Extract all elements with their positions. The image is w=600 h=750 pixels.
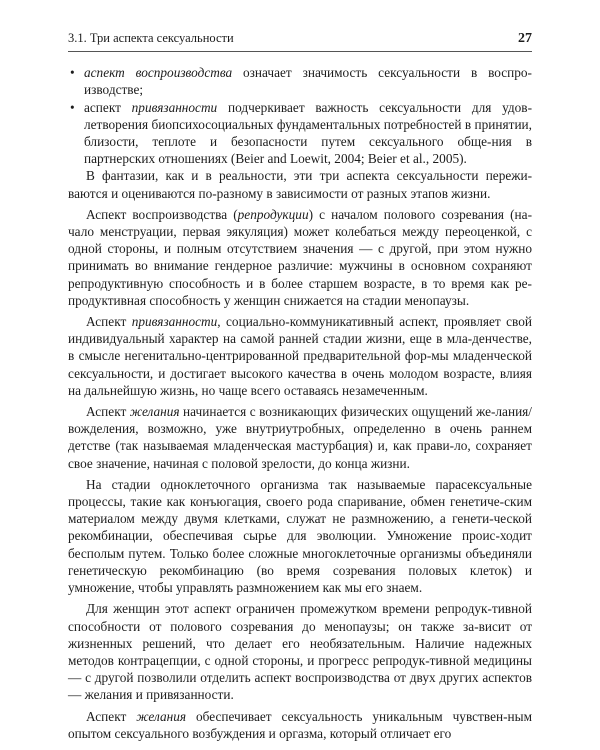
- text-run: , социально-коммуникативный аспект, проявляет свой индивидуальный характер на самой ранней стадии жизни, еще в мла-денчестве, в смысле негенитально-центрированной предварительной фор-мы младенческой сексуальности, и достигает высокого качества в очень молодом возрасте, влияя на дальнейшую жизнь, но чаще всего оставаясь незамеченным.: [68, 314, 532, 398]
- paragraph: [68, 313, 532, 399]
- text-run: Аспект воспроизводства (: [86, 206, 238, 222]
- text-run: подчеркивает важность сексуальности для удов-летворения биопсихосоциальных фундаментальных потребностей в принятии, близости, теплоте и безопасности путем сексуального обще-ния в партнерских отношениях (Beier and Loewit, 2004; Beier et al., 2005).: [84, 99, 532, 167]
- paragraph: [68, 403, 532, 472]
- text-run: В фантазии, как и в реальности, эти три аспекта сексуальности пережи-ваются и оцениваются по-разному в зависимости от разных этапов жизни.: [68, 168, 532, 201]
- italic-term: желания: [136, 708, 187, 724]
- text-run: На стадии одноклеточного организма так называемые парасексуальные процессы, такие как конъюгация, своего рода спаривание, обмен генетиче-ским материалом между двумя клетками, служат не размножению, а генети-ческой рекомбинации, обеспечивая сырье для эволюции. Умножение проис-ходит бесполым путем. Только более сложные многоклеточные организмы объединяли генетическую рекомбинацию (во время созревания половых клеток) и умножение, чтобы управлять размножением как мы его знаем.: [68, 476, 532, 596]
- italic-term: привязанности: [131, 99, 218, 115]
- bullet-item: [68, 64, 532, 98]
- paragraph: [68, 206, 532, 309]
- bullet-item: [68, 99, 532, 168]
- text-run: Для женщин этот аспект ограничен промежутком времени репродук-тивной способности от полового созревания до менопаузы; он также за-висит от жизненных решений, что делает его необязательным. Наличие надежных методов контрацепции, с одной стороны, и прогресс репродук-тивной медицины — с другой позволили отделить аспект воспроизводства от двух других аспектов — желания и привязанности.: [68, 601, 532, 703]
- running-header: [68, 30, 532, 52]
- text-run: означает значимость сексуальности в воспро-изводстве;: [84, 65, 532, 98]
- book-page: [68, 30, 532, 741]
- text-run: Аспект: [86, 404, 130, 420]
- paragraph: [68, 167, 532, 201]
- paragraph: [68, 476, 532, 596]
- text-run: начинается с возникающих физических ощущений же-лания/вожделения, возможно, уже внутриутробных, определенно в очень раннем детстве (так называемая младенческая мастурбация) и, как прави-ло, сохраняет свое значение, начиная с половой зрелости, до конца жизни.: [68, 404, 532, 471]
- text-run: обеспечивает сексуальность уникальным чувствен-ным опытом сексуального возбуждения и оргазма, который отличает его: [68, 708, 532, 741]
- italic-term: привязанности: [131, 314, 218, 330]
- paragraph: [68, 600, 532, 703]
- paragraph: [68, 708, 532, 742]
- italic-term: аспект воспроизводства: [84, 65, 233, 81]
- text-run: ) с началом полового созревания (на-чало менструации, первая эякуляция) может колебаться между переоценкой, с одной стороны, и полным отсутствием значения — с другой, при этом нужно принимать во внимание гендерное различие: мужчины в основном сохраняют репродуктивную способность и в более старшем возрасте, в то время как ре-продуктивная способность у женщин снижается на стадии менопаузы.: [68, 206, 532, 308]
- italic-term: репродукции: [237, 206, 309, 222]
- section-title: 3.1. Три аспекта сексуальности: [68, 31, 234, 45]
- text-run: аспект: [84, 99, 132, 115]
- italic-term: желания: [129, 404, 180, 420]
- bullet-list: [68, 64, 532, 167]
- page-number: 27: [518, 31, 532, 46]
- text-run: Аспект: [86, 314, 132, 330]
- text-run: Аспект: [86, 708, 137, 724]
